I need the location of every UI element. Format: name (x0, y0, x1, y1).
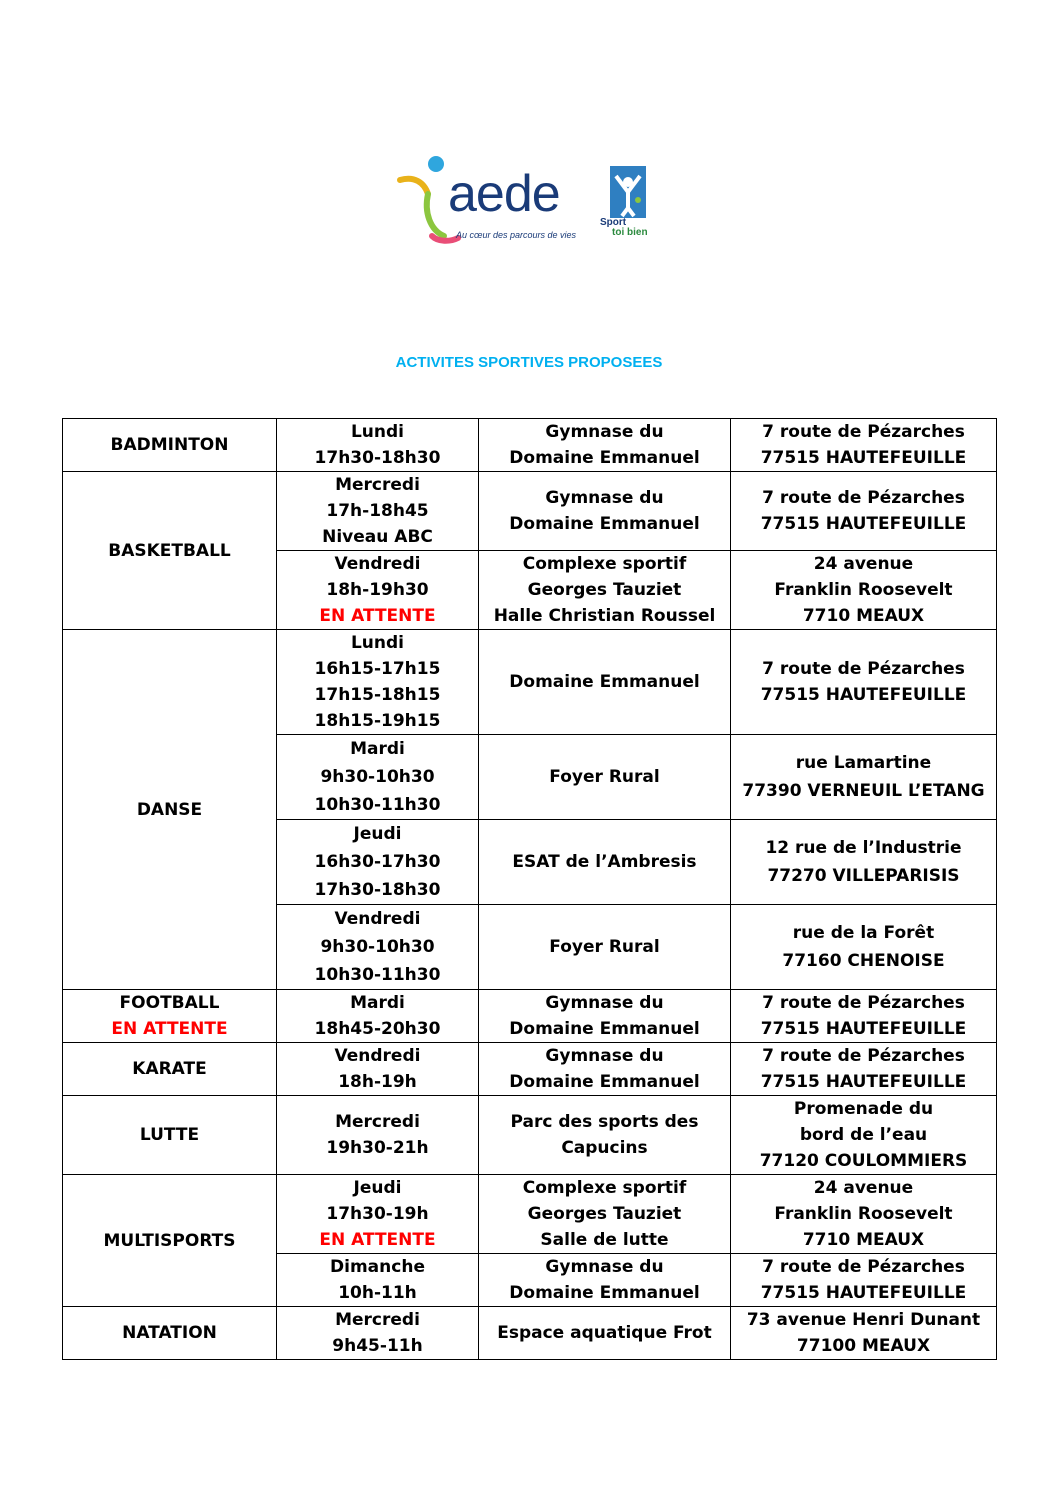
page-title: ACTIVITES SPORTIVES PROPOSEES (395, 354, 663, 371)
schedule-cell (277, 735, 479, 820)
schedule-cell (277, 1307, 479, 1360)
partner-line2: toi bien (612, 227, 648, 238)
activities-table (62, 418, 997, 1360)
venue-cell-line: Gymnase du (545, 1257, 664, 1277)
logo-tagline: Au cœur des parcours de vies (456, 230, 577, 240)
address-cell-line: 77515 HAUTEFEUILLE (760, 685, 967, 705)
schedule-cell-line: 18h15-19h15 (314, 711, 441, 731)
schedule-cell (277, 820, 479, 905)
address-cell (731, 472, 997, 551)
sport-name: DANSE (136, 799, 203, 820)
table-row (63, 1043, 997, 1096)
table-row (63, 630, 997, 735)
venue-cell-line: Georges Tauziet (527, 1204, 682, 1224)
venue-cell (479, 630, 731, 735)
venue-cell-line: Gymnase du (545, 422, 664, 442)
schedule-cell (277, 990, 479, 1043)
address-cell-line: 77120 COULOMMIERS (759, 1151, 968, 1171)
sport-name-cell (63, 630, 277, 990)
address-cell (731, 1043, 997, 1096)
table-row (63, 419, 997, 472)
address-cell (731, 419, 997, 472)
address-cell-line: 24 avenue (813, 554, 914, 574)
address-cell-line: Franklin Roosevelt (774, 580, 953, 600)
schedule-cell (277, 419, 479, 472)
sport-name-cell (63, 1043, 277, 1096)
venue-cell (479, 1175, 731, 1254)
address-cell-line: 77515 HAUTEFEUILLE (760, 1283, 967, 1303)
address-cell-line: Franklin Roosevelt (774, 1204, 953, 1224)
address-cell-line: 77515 HAUTEFEUILLE (760, 514, 967, 534)
schedule-cell (277, 551, 479, 630)
address-cell-line: Promenade du (793, 1099, 934, 1119)
schedule-cell-line: Mercredi (335, 1310, 420, 1330)
schedule-cell-line: 9h30-10h30 (320, 937, 435, 957)
schedule-cell-line: 16h15-17h15 (314, 659, 441, 679)
address-cell-line: 77100 MEAUX (796, 1336, 931, 1356)
schedule-cell-line: Mercredi (335, 475, 420, 495)
sport-name: LUTTE (139, 1125, 200, 1145)
address-cell (731, 1175, 997, 1254)
address-cell-line: 77160 CHENOISE (782, 951, 945, 971)
pending-status: EN ATTENTE (111, 1019, 228, 1039)
address-cell-line: rue Lamartine (795, 753, 932, 773)
schedule-cell (277, 472, 479, 551)
venue-cell-line: Foyer Rural (549, 767, 660, 787)
address-cell-line: 7 route de Pézarches (762, 659, 965, 679)
address-cell-line: 12 rue de l’Industrie (765, 838, 962, 858)
table-row (63, 1175, 997, 1254)
schedule-cell-line: 17h30-19h (326, 1204, 429, 1224)
address-cell-line: 7 route de Pézarches (762, 1046, 965, 1066)
venue-cell-line: Capucins (561, 1138, 648, 1158)
schedule-cell-line: 10h30-11h30 (314, 795, 441, 815)
schedule-cell-line: 18h-19h (338, 1072, 417, 1092)
schedule-cell-line: 16h30-17h30 (314, 852, 441, 872)
address-cell-line: 7 route de Pézarches (762, 488, 965, 508)
venue-cell (479, 551, 731, 630)
venue-cell-line: Halle Christian Roussel (493, 606, 716, 626)
schedule-cell-line: 17h30-18h30 (314, 448, 441, 468)
venue-cell (479, 905, 731, 990)
schedule-cell-line: 19h30-21h (326, 1138, 429, 1158)
schedule-cell-line: 9h30-10h30 (320, 767, 435, 787)
address-cell (731, 990, 997, 1043)
schedule-cell-line: 9h45-11h (332, 1336, 423, 1356)
schedule-cell-line: Dimanche (330, 1257, 425, 1277)
address-cell (731, 551, 997, 630)
venue-cell-line: Domaine Emmanuel (509, 672, 700, 692)
address-cell-line: 77270 VILLEPARISIS (767, 866, 960, 886)
venue-cell-line: Gymnase du (545, 488, 664, 508)
address-cell-line: 77515 HAUTEFEUILLE (760, 1019, 967, 1039)
schedule-cell-line: Vendredi (334, 909, 421, 929)
venue-cell (479, 1307, 731, 1360)
venue-cell-line: Domaine Emmanuel (509, 1283, 700, 1303)
address-cell-line: 77390 VERNEUIL L’ETANG (742, 781, 985, 801)
venue-cell (479, 472, 731, 551)
venue-cell (479, 735, 731, 820)
sport-name: BADMINTON (110, 435, 229, 455)
schedule-cell-line: 18h-19h30 (326, 580, 429, 600)
address-cell-line: 77515 HAUTEFEUILLE (760, 448, 967, 468)
address-cell (731, 1307, 997, 1360)
sport-name-cell (63, 1096, 277, 1175)
schedule-cell (277, 1175, 479, 1254)
schedule-cell-line: Jeudi (353, 1178, 402, 1198)
sport-name-cell (63, 419, 277, 472)
sport-name: MULTISPORTS (103, 1230, 236, 1251)
pending-status: EN ATTENTE (319, 1230, 436, 1250)
address-cell (731, 1096, 997, 1175)
address-cell (731, 820, 997, 905)
venue-cell-line: ESAT de l’Ambresis (512, 852, 697, 872)
table-row (63, 990, 997, 1043)
schedule-cell-line: Mardi (350, 739, 405, 759)
schedule-cell-line: Mardi (350, 993, 405, 1013)
partner-line1: Sport (600, 217, 627, 228)
pending-status: EN ATTENTE (319, 606, 436, 626)
sport-name: FOOTBALL (119, 993, 220, 1013)
address-cell-line: 73 avenue Henri Dunant (746, 1310, 981, 1330)
address-cell-line: 7 route de Pézarches (762, 993, 965, 1013)
schedule-cell (277, 1254, 479, 1307)
schedule-cell-line: 10h-11h (338, 1283, 417, 1303)
venue-cell-line: Domaine Emmanuel (509, 448, 700, 468)
schedule-cell (277, 630, 479, 735)
schedule-cell-line: Lundi (350, 633, 405, 653)
address-cell (731, 630, 997, 735)
sport-name-cell (63, 990, 277, 1043)
sport-name-cell (63, 1175, 277, 1307)
schedule-cell-line: Vendredi (334, 554, 421, 574)
schedule-cell-line: 18h45-20h30 (314, 1019, 441, 1039)
sport-name: NATATION (122, 1323, 217, 1343)
venue-cell-line: Gymnase du (545, 993, 664, 1013)
schedule-cell-line: 17h30-18h30 (314, 880, 441, 900)
venue-cell-line: Domaine Emmanuel (509, 1019, 700, 1039)
schedule-cell-line: Jeudi (353, 824, 402, 844)
schedule-cell (277, 1043, 479, 1096)
schedule-cell-line: 17h15-18h15 (314, 685, 441, 705)
address-cell-line: 24 avenue (813, 1178, 914, 1198)
schedule-cell (277, 905, 479, 990)
sport-name: BASKETBALL (108, 540, 231, 561)
address-cell-line: 7 route de Pézarches (762, 1257, 965, 1277)
sport-name-cell (63, 1307, 277, 1360)
venue-cell (479, 1254, 731, 1307)
address-cell-line: rue de la Forêt (792, 923, 935, 943)
schedule-cell (277, 1096, 479, 1175)
address-cell (731, 735, 997, 820)
schedule-cell-line: Lundi (350, 422, 405, 442)
address-cell-line: 77515 HAUTEFEUILLE (760, 1072, 967, 1092)
logo-brand: aede (448, 165, 560, 223)
schedule-cell-line: Mercredi (335, 1112, 420, 1132)
address-cell-line: 7 route de Pézarches (762, 422, 965, 442)
table-row (63, 472, 997, 551)
table-row (63, 1307, 997, 1360)
schedule-cell-line: Niveau ABC (322, 527, 433, 547)
schedule-cell-line: 10h30-11h30 (314, 965, 441, 985)
sport-name: KARATE (132, 1059, 207, 1079)
venue-cell (479, 990, 731, 1043)
sport-toi-bien-text (600, 218, 648, 238)
venue-cell-line: Georges Tauziet (527, 580, 682, 600)
address-cell-line: 7710 MEAUX (802, 606, 925, 626)
venue-cell (479, 820, 731, 905)
sport-name-cell (63, 472, 277, 630)
aede-logo (396, 150, 676, 250)
venue-cell (479, 419, 731, 472)
table-row (63, 1096, 997, 1175)
address-cell-line: 7710 MEAUX (802, 1230, 925, 1250)
venue-cell-line: Complexe sportif (522, 554, 687, 574)
venue-cell-line: Domaine Emmanuel (509, 1072, 700, 1092)
address-cell-line: bord de l’eau (799, 1125, 928, 1145)
venue-cell (479, 1043, 731, 1096)
venue-cell-line: Complexe sportif (522, 1178, 687, 1198)
address-cell (731, 905, 997, 990)
address-cell (731, 1254, 997, 1307)
venue-cell-line: Gymnase du (545, 1046, 664, 1066)
venue-cell-line: Foyer Rural (549, 937, 660, 957)
schedule-cell-line: Vendredi (334, 1046, 421, 1066)
schedule-cell-line: 17h-18h45 (326, 501, 429, 521)
venue-cell-line: Parc des sports des (510, 1112, 699, 1132)
venue-cell-line: Espace aquatique Frot (497, 1323, 712, 1343)
venue-cell-line: Salle de lutte (540, 1230, 669, 1250)
venue-cell (479, 1096, 731, 1175)
venue-cell-line: Domaine Emmanuel (509, 514, 700, 534)
